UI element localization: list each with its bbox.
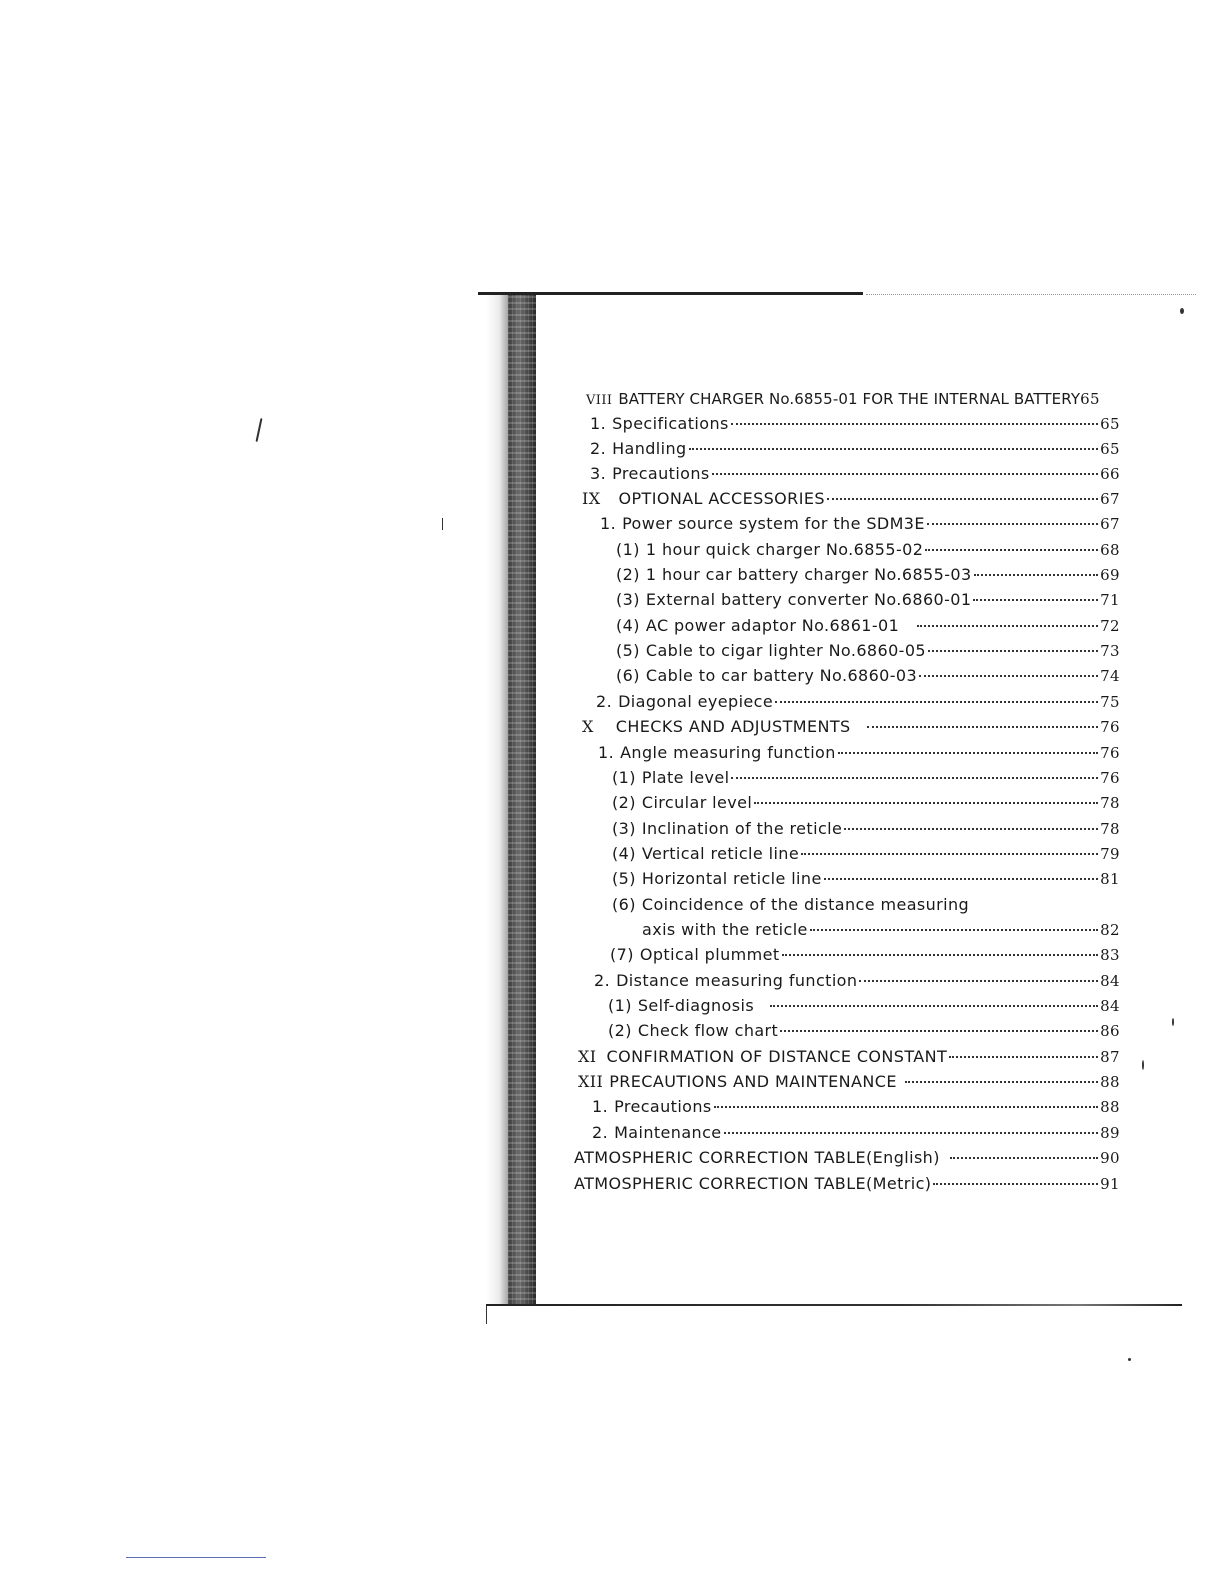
toc-leader	[780, 1030, 1098, 1032]
toc-page: 84	[1100, 972, 1120, 990]
toc-title: Optical plummet	[639, 945, 780, 964]
toc-title: Specifications	[612, 414, 729, 433]
toc-entry	[592, 1097, 1120, 1119]
toc-leader	[905, 1081, 1098, 1083]
toc-entry	[596, 692, 1120, 714]
toc-leader	[827, 498, 1098, 500]
toc-number: (6)	[616, 666, 640, 685]
toc-number: 2.	[594, 971, 611, 990]
toc-page: 86	[1100, 1022, 1120, 1040]
toc-title: External battery converter No.6860-01	[645, 590, 972, 609]
toc-title: Diagonal eyepiece	[618, 692, 774, 711]
toc-number: 1.	[598, 743, 615, 762]
toc-leader	[933, 1183, 1098, 1185]
toc-number: 2.	[590, 439, 607, 458]
toc-number: X	[582, 717, 594, 736]
toc-leader	[950, 1157, 1098, 1159]
toc-page: 73	[1100, 642, 1120, 660]
toc-title: 1 hour car battery charger No.6855-03	[645, 565, 972, 584]
toc-entry	[616, 641, 1120, 663]
toc-title: Precautions	[614, 1097, 712, 1116]
toc-number: 1.	[592, 1097, 609, 1116]
toc-page: 89	[1100, 1124, 1120, 1142]
toc-title: BATTERY CHARGER No.6855-01 FOR THE INTERNAL BATTERY	[618, 390, 1081, 408]
toc-title: AC power adaptor No.6861-01	[645, 616, 900, 635]
toc-page: 88	[1100, 1098, 1120, 1116]
toc-number: (3)	[612, 819, 636, 838]
toc-title: Circular level	[641, 793, 753, 812]
toc-number: (2)	[612, 793, 636, 812]
toc-title: axis with the reticle	[642, 920, 808, 939]
toc-number: (3)	[616, 590, 640, 609]
toc-leader	[919, 675, 1098, 677]
scan-speck	[1142, 1060, 1144, 1070]
toc-leader	[925, 549, 1098, 551]
toc-number: (7)	[610, 945, 634, 964]
scan-speck	[1180, 308, 1184, 314]
toc-entry	[574, 1174, 1120, 1196]
toc-entry	[608, 1021, 1120, 1043]
toc-leader	[801, 853, 1098, 855]
toc-title: CHECKS AND ADJUSTMENTS	[615, 717, 851, 736]
top-rule	[478, 292, 863, 295]
toc-title: Vertical reticle line	[641, 844, 800, 863]
toc-title: Angle measuring function	[620, 743, 836, 762]
toc-entry	[598, 743, 1120, 765]
toc-number: XI	[578, 1047, 597, 1066]
toc-page: 81	[1100, 870, 1120, 888]
toc-page: 75	[1100, 693, 1120, 711]
toc-page: 83	[1100, 946, 1120, 964]
toc-page: 67	[1100, 490, 1120, 508]
toc-title: Precautions	[612, 464, 710, 483]
toc-page: 65	[1100, 415, 1120, 433]
toc-page: 78	[1100, 820, 1120, 838]
toc-leader	[928, 650, 1098, 652]
toc-title: CONFIRMATION OF DISTANCE CONSTANT	[606, 1047, 948, 1066]
toc-entry-ix	[582, 489, 1120, 511]
toc-entry	[574, 1148, 1120, 1170]
toc-entry	[590, 464, 1120, 486]
toc-number: 1.	[600, 514, 617, 533]
toc-page: 65	[1080, 390, 1100, 408]
toc-leader	[754, 802, 1098, 804]
toc-leader	[775, 701, 1098, 703]
toc-page: 65	[1100, 440, 1120, 458]
toc-leader	[810, 929, 1098, 931]
toc-entry	[612, 768, 1120, 790]
toc-title: Check flow chart	[637, 1021, 779, 1040]
toc-entry	[608, 996, 1120, 1018]
toc-page: 76	[1100, 718, 1120, 736]
toc-page: 79	[1100, 845, 1120, 863]
toc-number: (6)	[612, 895, 636, 914]
toc-title: Plate level	[641, 768, 730, 787]
toc-leader	[689, 448, 1099, 450]
toc-number: VIII	[586, 393, 613, 408]
toc-title: Coincidence of the distance measuring	[641, 895, 970, 914]
toc-title: OPTIONAL ACCESSORIES	[618, 489, 825, 508]
toc-title: Cable to cigar lighter No.6860-05	[645, 641, 926, 660]
toc-page: 69	[1100, 566, 1120, 584]
toc-entry	[612, 869, 1120, 891]
toc-number: IX	[582, 489, 601, 508]
toc-number: 2.	[592, 1123, 609, 1142]
toc-leader	[731, 423, 1098, 425]
toc-leader	[770, 1005, 1098, 1007]
toc-entry	[612, 895, 1120, 917]
toc-page: 67	[1100, 515, 1120, 533]
toc-number: XII	[578, 1072, 604, 1091]
toc-leader	[838, 752, 1098, 754]
toc-title: Self-diagnosis	[637, 996, 755, 1015]
toc-entry-viii	[586, 390, 1120, 412]
binding-strip	[508, 292, 536, 1306]
toc-title: Distance measuring function	[616, 971, 858, 990]
toc-title: 1 hour quick charger No.6855-02	[645, 540, 924, 559]
toc-page: 82	[1100, 921, 1120, 939]
toc-number: (4)	[616, 616, 640, 635]
toc-page: 76	[1100, 769, 1120, 787]
scan-speck	[1172, 1018, 1174, 1026]
toc-leader	[724, 1132, 1099, 1134]
toc-page: 68	[1100, 541, 1120, 559]
toc-leader	[859, 980, 1098, 982]
toc-title: ATMOSPHERIC CORRECTION TABLE(English)	[574, 1148, 940, 1167]
toc-entry	[612, 793, 1120, 815]
toc-leader	[712, 473, 1098, 475]
toc-page: 76	[1100, 744, 1120, 762]
toc-entry	[612, 819, 1120, 841]
toc-entry	[610, 945, 1120, 967]
toc-leader	[973, 599, 1098, 601]
toc-entry-xii	[578, 1072, 1120, 1094]
toc-entry	[594, 971, 1120, 993]
toc-page: 90	[1100, 1149, 1120, 1167]
toc-number: (5)	[612, 869, 636, 888]
toc-leader	[867, 726, 1099, 728]
toc-title: ATMOSPHERIC CORRECTION TABLE(Metric)	[574, 1174, 932, 1193]
toc-title: Horizontal reticle line	[641, 869, 822, 888]
scan-speck	[442, 518, 443, 530]
toc-entry	[590, 414, 1120, 436]
scan-speck	[1128, 1358, 1131, 1361]
toc-title: Inclination of the reticle	[641, 819, 843, 838]
toc-title: Cable to car battery No.6860-03	[645, 666, 918, 685]
toc-entry	[616, 666, 1120, 688]
stray-line	[126, 1557, 266, 1558]
toc-number: (1)	[616, 540, 640, 559]
binding-shadow	[486, 292, 508, 1306]
toc-number: (2)	[616, 565, 640, 584]
toc-number: (1)	[608, 996, 632, 1015]
toc-leader	[824, 878, 1098, 880]
bottom-rule	[486, 1304, 1182, 1306]
toc-leader	[927, 523, 1098, 525]
toc-entry	[616, 590, 1120, 612]
toc-entry-x	[582, 717, 1120, 739]
toc-number: 1.	[590, 414, 607, 433]
toc-page: 78	[1100, 794, 1120, 812]
toc-leader	[844, 828, 1098, 830]
toc-leader	[917, 625, 1098, 627]
top-rule-faint	[866, 294, 1196, 296]
toc-entry	[590, 439, 1120, 461]
toc-number: (2)	[608, 1021, 632, 1040]
toc-number: 2.	[596, 692, 613, 711]
toc-page: 71	[1100, 591, 1120, 609]
toc-entry	[612, 844, 1120, 866]
toc-entry	[592, 1123, 1120, 1145]
toc-page: 91	[1100, 1175, 1120, 1193]
toc-entry	[616, 565, 1120, 587]
scan-speck	[256, 418, 263, 442]
toc-leader	[949, 1056, 1098, 1058]
toc-entry	[600, 514, 1120, 536]
toc-title: PRECAUTIONS AND MAINTENANCE	[609, 1072, 897, 1091]
toc-page: 87	[1100, 1048, 1120, 1066]
toc-title: Maintenance	[614, 1123, 722, 1142]
toc-number: (5)	[616, 641, 640, 660]
toc-leader	[974, 574, 1099, 576]
toc-number: (4)	[612, 844, 636, 863]
toc-page: 66	[1100, 465, 1120, 483]
toc-leader	[782, 954, 1099, 956]
toc-entry	[636, 920, 1120, 942]
toc-number: (1)	[612, 768, 636, 787]
toc-page: 88	[1100, 1073, 1120, 1091]
toc-leader	[714, 1106, 1098, 1108]
toc-number: 3.	[590, 464, 607, 483]
toc-page: 84	[1100, 997, 1120, 1015]
toc-entry	[616, 540, 1120, 562]
toc-title: Handling	[612, 439, 687, 458]
toc-entry-xi	[578, 1047, 1120, 1069]
toc-page: 74	[1100, 667, 1120, 685]
toc-page: 72	[1100, 617, 1120, 635]
toc-title: Power source system for the SDM3E	[622, 514, 925, 533]
scan-speck	[486, 1306, 487, 1324]
toc-leader	[731, 777, 1098, 779]
toc-entry	[616, 616, 1120, 638]
